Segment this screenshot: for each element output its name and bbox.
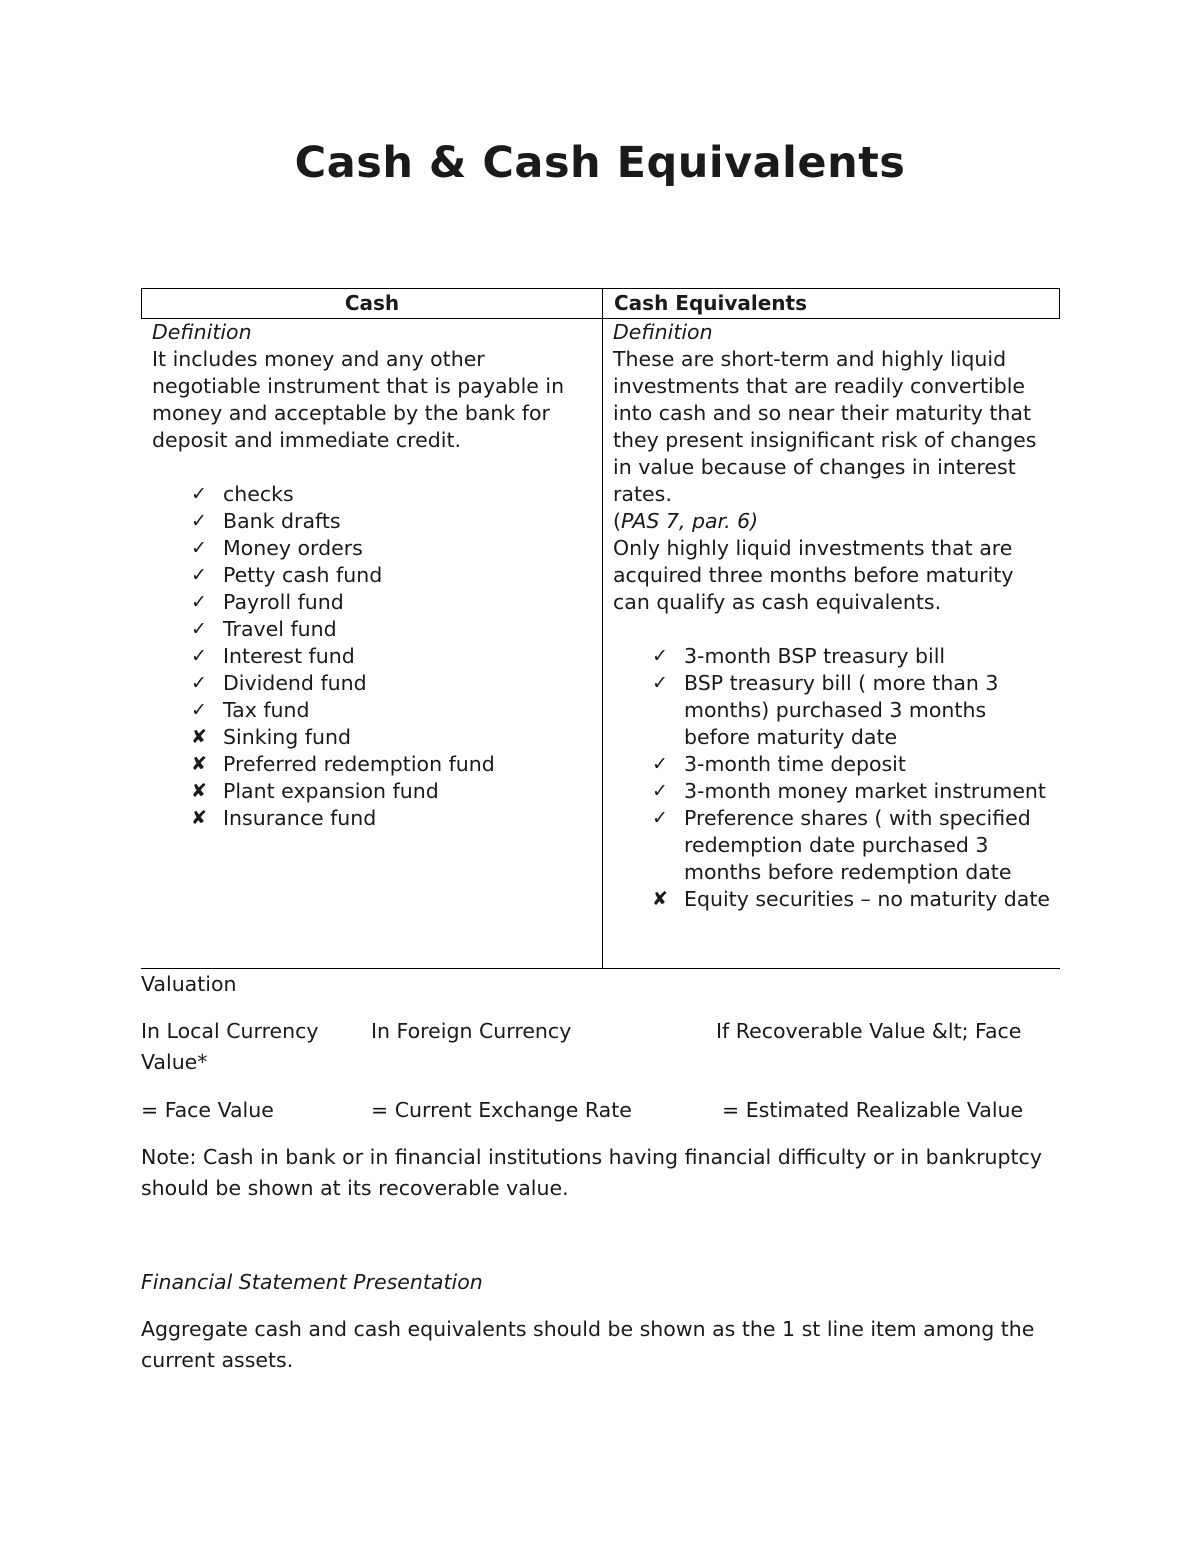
list-item (152, 670, 592, 697)
list-item (613, 643, 1053, 670)
cash-definition-text: It includes money and any other negotiable instrument that is payable in money and acceptable by the bank for deposit and immediate credit. (152, 347, 565, 452)
checkmark-icon: ✓ (652, 672, 668, 694)
cash-equivalents-column (613, 319, 1053, 913)
list-item (152, 643, 592, 670)
page-title: Cash & Cash Equivalents (294, 138, 906, 188)
list-item (152, 508, 592, 535)
checkmark-icon: ✓ (191, 618, 207, 640)
list-item-label: Interest fund (223, 644, 355, 668)
list-item-label: checks (223, 482, 294, 506)
checkmark-icon: ✓ (191, 699, 207, 721)
cross-icon: ✘ (191, 726, 207, 748)
checkmark-icon: ✓ (191, 672, 207, 694)
checkmark-icon: ✓ (191, 591, 207, 613)
list-item-label: Money orders (223, 536, 363, 560)
list-item (613, 805, 1053, 886)
presentation-heading: Financial Statement Presentation (141, 1270, 483, 1294)
equivalents-reference (613, 508, 1053, 535)
table-bottom-border (141, 968, 1060, 969)
foreign-currency-label: In Foreign Currency (371, 1019, 572, 1043)
cash-column-header: Cash (142, 289, 603, 318)
recoverable-value-label: If Recoverable Value &lt; Face (716, 1019, 1022, 1043)
list-item-label: Equity securities – no maturity date (684, 887, 1050, 911)
checkmark-icon: ✓ (191, 537, 207, 559)
list-item-label: Bank drafts (223, 509, 341, 533)
list-item-label: Preferred redemption fund (223, 752, 495, 776)
cross-icon: ✘ (191, 807, 207, 829)
list-item (613, 886, 1053, 913)
local-currency-value: = Face Value (141, 1098, 274, 1122)
recoverable-value-label-cont: Value* (141, 1050, 208, 1074)
table-header-row (141, 288, 1060, 319)
list-item (152, 535, 592, 562)
list-item (613, 751, 1053, 778)
checkmark-icon: ✓ (652, 807, 668, 829)
list-item (152, 697, 592, 724)
local-currency-label: In Local Currency (141, 1019, 319, 1043)
valuation-heading: Valuation (141, 972, 237, 996)
list-item-label: Preference shares ( with specified redemption date purchased 3 months before redemption date (684, 806, 1031, 884)
list-item (152, 805, 592, 832)
recoverable-value-value: = Estimated Realizable Value (722, 1098, 1024, 1122)
checkmark-icon: ✓ (191, 510, 207, 532)
foreign-currency-value: = Current Exchange Rate (371, 1098, 632, 1122)
equivalents-definition-label: Definition (613, 320, 713, 344)
list-item-label: BSP treasury bill ( more than 3 months) purchased 3 months before maturity date (684, 671, 999, 749)
cross-icon: ✘ (191, 780, 207, 802)
cash-definition-label: Definition (152, 320, 252, 344)
presentation-text: Aggregate cash and cash equivalents should be shown as the 1 st line item among the current assets. (141, 1317, 1035, 1372)
list-item-label: Dividend fund (223, 671, 367, 695)
list-item (152, 589, 592, 616)
checkmark-icon: ✓ (191, 483, 207, 505)
list-item-label: 3-month time deposit (684, 752, 906, 776)
reference-open-paren: ( (613, 509, 621, 533)
list-item-label: Insurance fund (223, 806, 377, 830)
list-item-label: 3-month money market instrument (684, 779, 1046, 803)
list-item-label: Travel fund (223, 617, 337, 641)
checkmark-icon: ✓ (652, 780, 668, 802)
list-item (152, 481, 592, 508)
cash-equivalents-column-header: Cash Equivalents (614, 291, 808, 315)
reference-citation: PAS 7, par. 6) (621, 509, 759, 533)
checkmark-icon: ✓ (652, 753, 668, 775)
list-item-label: Tax fund (223, 698, 310, 722)
comparison-table (141, 288, 1060, 969)
list-item-label: Plant expansion fund (223, 779, 439, 803)
equivalents-items-list (613, 643, 1053, 913)
checkmark-icon: ✓ (191, 564, 207, 586)
list-item-label: Sinking fund (223, 725, 352, 749)
column-divider (602, 318, 603, 969)
list-item (152, 562, 592, 589)
list-item-label: Petty cash fund (223, 563, 383, 587)
cash-items-list (152, 481, 592, 832)
equivalents-qualifier: Only highly liquid investments that are acquired three months before maturity can qualify as cash equivalents. (613, 536, 1014, 614)
list-item (613, 778, 1053, 805)
list-item (152, 778, 592, 805)
equivalents-definition-text: These are short-term and highly liquid investments that are readily convertible into cash and so near their maturity that they present insignificant risk of changes in value because of changes in interest rates. (613, 347, 1037, 506)
checkmark-icon: ✓ (191, 645, 207, 667)
list-item-label: 3-month BSP treasury bill (684, 644, 946, 668)
cross-icon: ✘ (652, 888, 668, 910)
valuation-note: Note: Cash in bank or in financial institutions having financial difficulty or in bankruptcy should be shown at its recoverable value. (141, 1145, 1042, 1200)
list-item-label: Payroll fund (223, 590, 344, 614)
list-item (152, 751, 592, 778)
list-item (152, 616, 592, 643)
list-item (613, 670, 1053, 751)
cash-column (152, 319, 592, 832)
checkmark-icon: ✓ (652, 645, 668, 667)
list-item (152, 724, 592, 751)
cross-icon: ✘ (191, 753, 207, 775)
